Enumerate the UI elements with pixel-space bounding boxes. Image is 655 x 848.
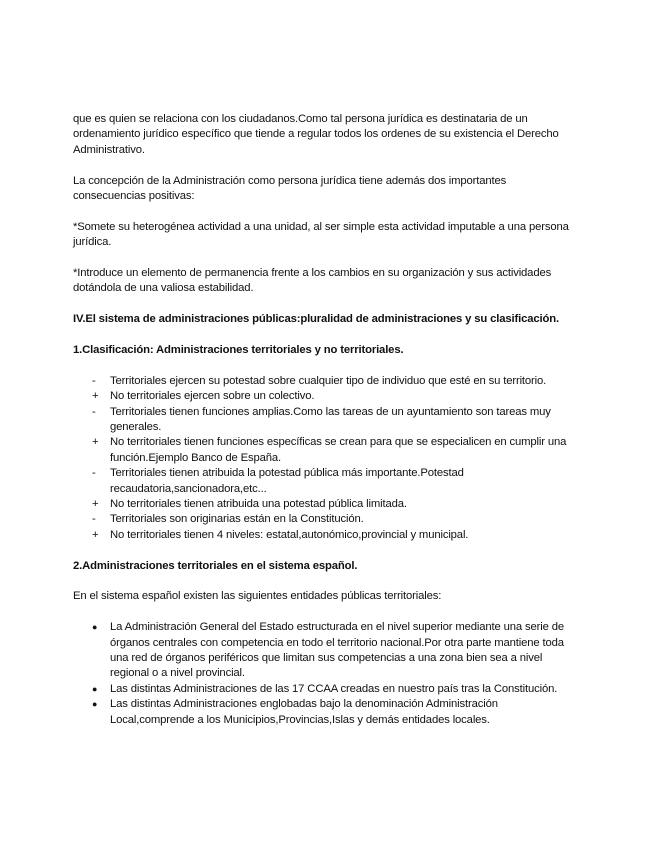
section-heading-iv: IV.El sistema de administraciones públicas:pluralidad de administraciones y su clasificación. [73, 313, 560, 326]
list-item-text: No territoriales tienen funciones específicas se crean para que se especialicen en cumplir una función.Ejemplo Banco de España. [110, 436, 567, 464]
list-item-text: Las distintas Administraciones de las 17 CCAA creadas en nuestro país tras la Constitución. [110, 682, 558, 695]
list-item [73, 697, 573, 728]
paragraph-consequence-1: *Somete su heterogénea actividad a una unidad, al ser simple esta actividad imputable a una persona jurídica. [73, 220, 569, 249]
list-item-text: No territoriales tienen 4 niveles: estatal,autonómico,provincial y municipal. [110, 528, 469, 541]
list-item [73, 405, 573, 436]
list-marker: + [92, 498, 99, 511]
list-item-text: Territoriales tienen funciones amplias.Como las tareas de un ayuntamiento son tareas muy generales. [110, 405, 551, 434]
list-item-text: La Administración General del Estado estructurada en el nivel superior mediante una serie de órganos centrales con competencia en todo el territorio nacional.Por otra parte mantiene toda una red de órganos periféricos que limitan sus competencias a una zona bien sea a nivel regional o a nivel provincial. [110, 621, 565, 680]
territorial-entities-list [73, 620, 573, 728]
paragraph-consequence-2: *Introduce un elemento de permanencia frente a los cambios en su organización y sus actividades dotándola de una valiosa estabilidad. [73, 267, 552, 295]
classification-list [73, 374, 573, 543]
list-item [73, 528, 573, 543]
bullet-icon: ● [92, 683, 98, 694]
list-item-text: No territoriales ejercen sobre un colectivo. [110, 390, 315, 403]
list-marker: - [92, 513, 96, 526]
list-item-text: Territoriales son originarias están en la Constitución. [110, 513, 364, 526]
section-heading-classification: 1.Clasificación: Administraciones territoriales y no territoriales. [73, 344, 404, 357]
paragraph-continuation: que es quien se relaciona con los ciudadanos.Como tal persona jurídica es destinataria de un ordenamiento jurídico específico que tiende a regular todos los ordenes de su existencia el Derecho Administrativo. [73, 113, 559, 156]
list-item [73, 435, 573, 466]
document-page [73, 112, 573, 728]
list-item [73, 466, 573, 497]
paragraph-concept: La concepción de la Administración como persona jurídica tiene además dos importantes consecuencias positivas: [73, 174, 507, 203]
list-item-text: Territoriales tienen atribuida la potestad pública más importante.Potestad recaudatoria,sancionadora,etc... [110, 467, 464, 495]
section-heading-spanish-system: 2.Administraciones territoriales en el sistema español. [73, 559, 358, 572]
list-marker: + [92, 528, 99, 541]
list-marker: - [92, 405, 96, 418]
list-marker: - [92, 374, 96, 387]
list-item [73, 497, 573, 512]
list-item [73, 512, 573, 527]
list-item-text: Las distintas Administraciones englobadas bajo la denominación Administración Local,comprende a los Municipios,Provincias,Islas y demás entidades locales. [110, 698, 498, 726]
list-item [73, 620, 573, 682]
list-item [73, 682, 573, 697]
list-marker: + [92, 436, 99, 449]
paragraph-spanish-intro: En el sistema español existen las siguientes entidades públicas territoriales: [73, 590, 442, 603]
list-item-text: No territoriales tienen atribuida una potestad pública limitada. [110, 498, 407, 511]
list-marker: - [92, 467, 96, 480]
list-marker: + [92, 390, 99, 403]
list-item [73, 374, 573, 389]
bullet-icon: ● [92, 622, 98, 633]
list-item-text: Territoriales ejercen su potestad sobre cualquier tipo de individuo que esté en su territorio. [110, 374, 547, 387]
list-item [73, 389, 573, 404]
bullet-icon: ● [92, 699, 98, 710]
